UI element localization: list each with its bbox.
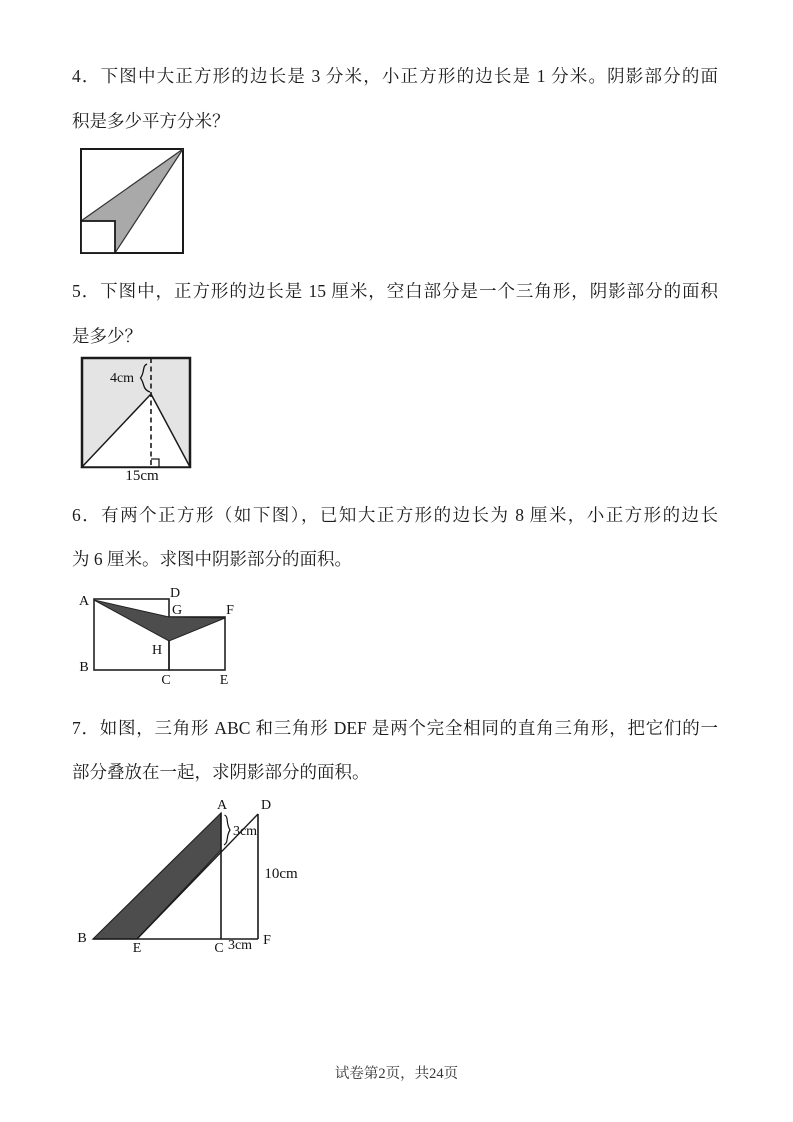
label-3cm-overlap: 3cm xyxy=(232,824,258,839)
point-label-h: H xyxy=(151,643,163,658)
point-label-a: A xyxy=(216,798,228,813)
label-3cm-base: 3cm xyxy=(227,938,253,953)
figure-problem4 xyxy=(78,147,186,257)
point-label-b: B xyxy=(77,931,87,946)
shaded-region xyxy=(94,600,225,641)
point-label-d: D xyxy=(260,798,272,813)
point-label-g: G xyxy=(171,603,183,618)
point-label-d: D xyxy=(169,586,181,601)
problem6-text-line1: 6．有两个正方形（如下图），已知大正方形的边长为 8 厘米，小正方形的边长 xyxy=(72,505,718,525)
figure-problem7 xyxy=(73,797,301,965)
point-label-f: F xyxy=(263,933,271,948)
problem5-text-line2: 是多少？ xyxy=(72,326,142,346)
problem6-text-line2: 为 6 厘米。求图中阴影部分的面积。 xyxy=(72,549,352,569)
figure-problem5 xyxy=(76,352,206,487)
problem7-text-line1: 7．如图，三角形 ABC 和三角形 DEF 是两个完全相同的直角三角形，把它们的一 xyxy=(72,718,718,738)
label-4cm: 4cm xyxy=(109,371,135,386)
point-label-e: E xyxy=(219,673,229,688)
point-label-c: C xyxy=(161,673,171,688)
point-label-f: F xyxy=(226,603,234,618)
point-label-a: A xyxy=(78,594,90,609)
figure-problem6 xyxy=(76,586,240,690)
point-label-b: B xyxy=(79,660,89,675)
problem5-text-line1: 5．下图中，正方形的边长是 15 厘米，空白部分是一个三角形，阴影部分的面积 xyxy=(72,281,718,301)
problem4-text-line2: 积是多少平方分米？ xyxy=(72,111,230,131)
label-15cm: 15cm xyxy=(125,468,159,484)
brace-3cm xyxy=(224,815,230,845)
problem4-text-line1: 4．下图中大正方形的边长是 3 分米，小正方形的边长是 1 分米。阴影部分的面 xyxy=(72,66,718,86)
shaded-strip xyxy=(93,813,221,939)
point-label-c: C xyxy=(214,941,224,956)
problem7-text-line2: 部分叠放在一起，求阴影部分的面积。 xyxy=(72,762,370,782)
small-square xyxy=(81,221,115,253)
page-footer: 试卷第2页，共24页 xyxy=(334,1066,459,1082)
point-label-e: E xyxy=(132,941,142,956)
label-10cm: 10cm xyxy=(264,866,298,882)
